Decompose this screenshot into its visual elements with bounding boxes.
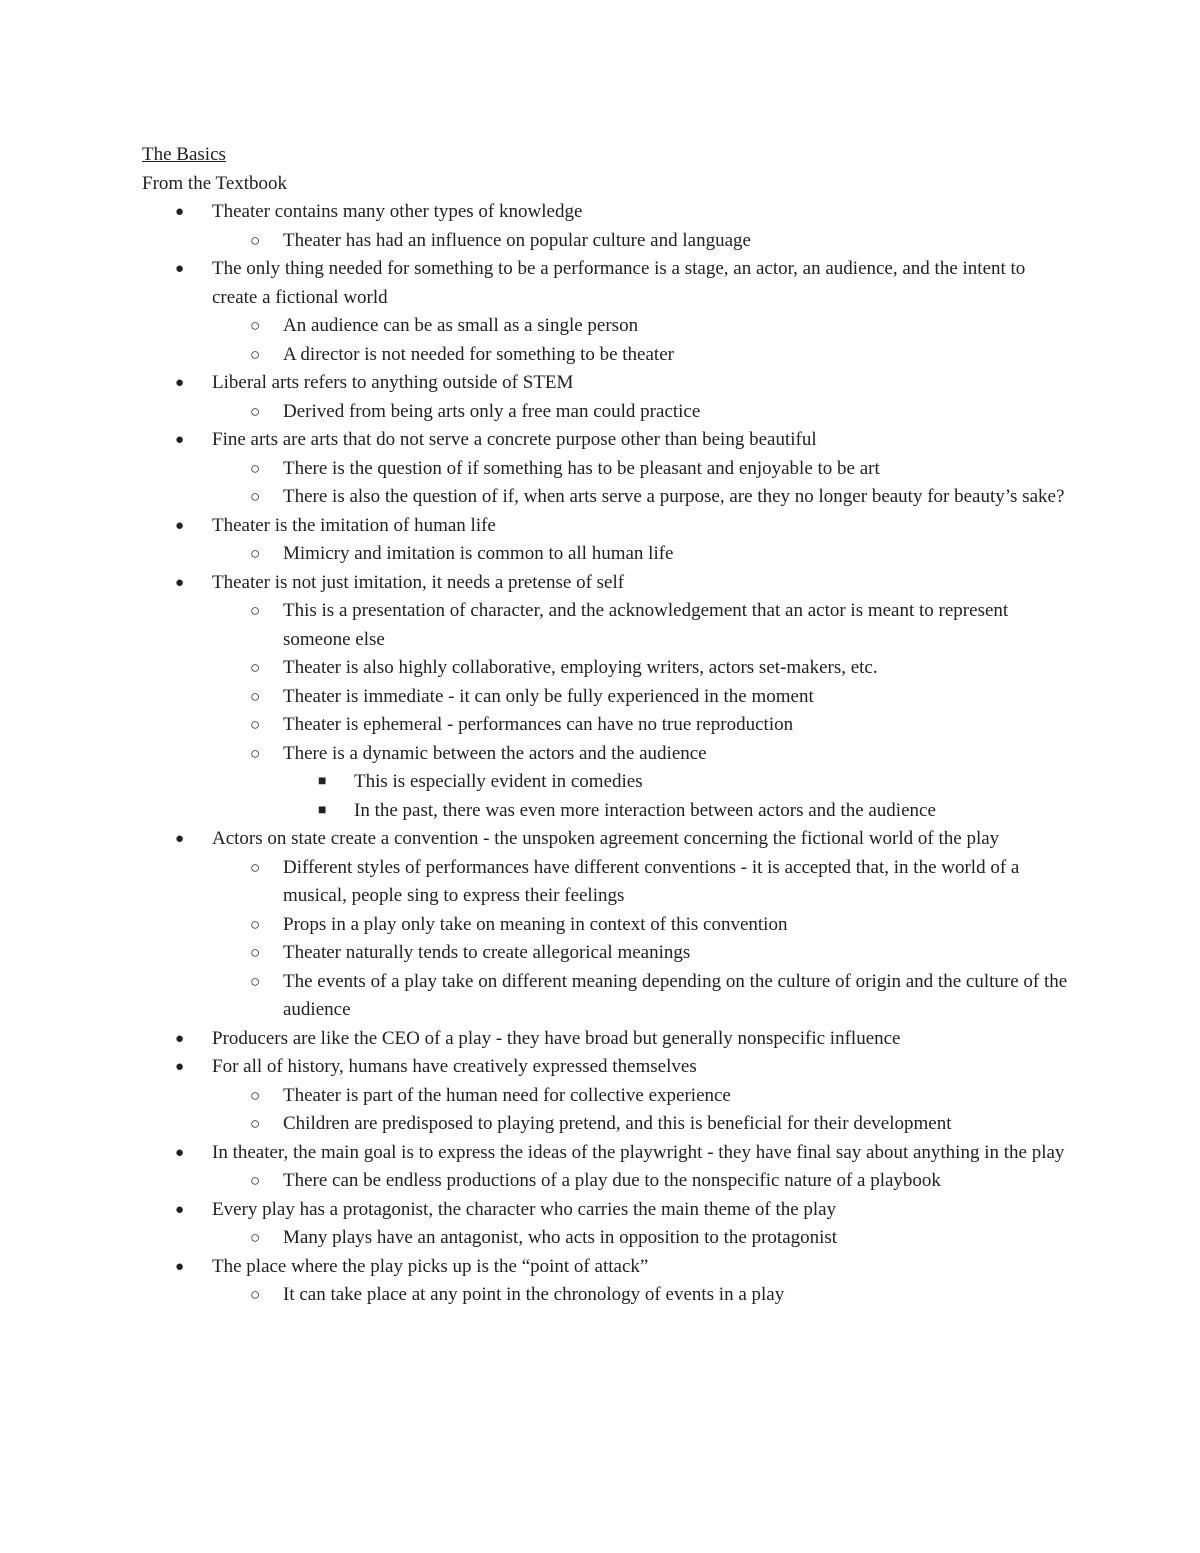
bullet-marker-icon: ○ [250, 344, 261, 364]
list-item [142, 1253, 1072, 1282]
list-item [142, 711, 1072, 740]
list-item-text: It can take place at any point in the chronology of events in a play [283, 1284, 785, 1305]
list-item [142, 740, 1072, 769]
list-item-text: Theater contains many other types of knowledge [212, 201, 583, 222]
list-item-text: Mimicry and imitation is common to all human life [283, 543, 674, 564]
list-item [142, 398, 1072, 427]
list-item-text: Every play has a protagonist, the character who carries the main theme of the play [212, 1198, 837, 1220]
list-item [142, 455, 1072, 484]
bullet-marker-icon: ○ [250, 857, 261, 877]
list-item-text: This is a presentation of character, and the acknowledgement that an actor is meant to represent someone else [283, 600, 1009, 650]
list-item-text: This is especially evident in comedies [354, 771, 643, 792]
bullet-marker-icon: ● [175, 432, 185, 448]
list-item-text: A director is not needed for something to be theater [283, 343, 674, 365]
document-body [142, 141, 1072, 1310]
list-item-text: An audience can be as small as a single person [283, 315, 639, 336]
bullet-marker-icon: ● [175, 375, 185, 391]
list-item-text: Derived from being arts only a free man could practice [283, 400, 701, 422]
list-item [142, 968, 1072, 1025]
list-item [142, 1224, 1072, 1253]
list-item-text: There is a dynamic between the actors and the audience [283, 742, 707, 764]
bullet-marker-icon: ■ [318, 802, 327, 818]
list-item [142, 1110, 1072, 1139]
bullet-marker-icon: ○ [250, 316, 261, 335]
list-item-text: Producers are like the CEO of a play - they have broad but generally nonspecific influence [212, 1027, 901, 1049]
list-item-text: Fine arts are arts that do not serve a concrete purpose other than being beautiful [212, 429, 817, 450]
list-item-text: Theater is part of the human need for collective experience [283, 1084, 731, 1106]
bullet-marker-icon: ○ [250, 401, 261, 421]
bullet-marker-icon: ● [175, 517, 185, 534]
list-item-text: Children are predisposed to playing pretend, and this is beneficial for their development [283, 1113, 952, 1134]
bullet-marker-icon: ● [175, 204, 185, 220]
list-item [142, 1082, 1072, 1111]
list-item-text: Theater naturally tends to create allegorical meanings [283, 942, 691, 963]
list-item-text: In theater, the main goal is to express the ideas of the playwright - they have final say about anything in the play [212, 1141, 1065, 1163]
bullet-marker-icon: ○ [250, 544, 261, 563]
list-item-text: For all of history, humans have creatively expressed themselves [212, 1056, 697, 1077]
list-item [142, 426, 1072, 455]
list-item-text: Props in a play only take on meaning in context of this convention [283, 913, 788, 935]
list-item-text: Theater is immediate - it can only be fully experienced in the moment [283, 685, 814, 707]
bullet-marker-icon: ○ [250, 658, 261, 677]
list-item [142, 1053, 1072, 1082]
bullet-marker-icon: ● [175, 1059, 185, 1075]
list-item [142, 854, 1072, 911]
list-item [142, 597, 1072, 654]
list-item-text: The only thing needed for something to be a performance is a stage, an actor, an audience, and the intent to create a fictional world [212, 258, 1026, 308]
list-item-text: Many plays have an antagonist, who acts in opposition to the protagonist [283, 1227, 838, 1248]
bullet-marker-icon: ● [175, 1144, 185, 1161]
list-item [142, 227, 1072, 256]
list-item-text: Theater is also highly collaborative, employing writers, actors set-makers, etc. [283, 657, 878, 678]
bullet-marker-icon: ● [175, 261, 185, 277]
list-item [142, 1281, 1072, 1310]
bullet-marker-icon: ○ [250, 1085, 261, 1105]
list-item-text: In the past, there was even more interaction between actors and the audience [354, 799, 936, 821]
bullet-marker-icon: ● [175, 831, 185, 847]
list-item-text: Actors on state create a convention - the unspoken agreement concerning the fictional world of the play [212, 828, 1000, 849]
bullet-marker-icon: ○ [250, 1114, 261, 1133]
list-item [142, 483, 1072, 512]
list-item [142, 911, 1072, 940]
bullet-marker-icon: ○ [250, 601, 261, 620]
list-item [142, 341, 1072, 370]
bullet-marker-icon: ○ [250, 1171, 261, 1190]
list-item [142, 1139, 1072, 1168]
list-item [142, 569, 1072, 598]
list-item [142, 939, 1072, 968]
bullet-list [142, 198, 1072, 1310]
list-item-text: Different styles of performances have different conventions - it is accepted that, in the world of a musical, people sing to express their feelings [283, 856, 1020, 906]
bullet-marker-icon: ○ [250, 943, 261, 962]
section-title: The Basics [142, 144, 226, 165]
list-item [142, 255, 1072, 312]
list-item-text: The place where the play picks up is the “point of attack” [212, 1255, 649, 1277]
list-item-text: There can be endless productions of a play due to the nonspecific nature of a playbook [283, 1170, 941, 1191]
bullet-marker-icon: ○ [250, 686, 261, 706]
list-item [142, 768, 1072, 797]
list-item [142, 654, 1072, 683]
bullet-marker-icon: ○ [250, 1285, 261, 1304]
list-item-text: Theater is the imitation of human life [212, 514, 496, 536]
bullet-marker-icon: ● [175, 1201, 185, 1218]
bullet-marker-icon: ○ [250, 458, 261, 478]
list-item-text: Liberal arts refers to anything outside of STEM [212, 372, 574, 393]
list-item [142, 1196, 1072, 1225]
section-subtitle: From the Textbook [142, 172, 288, 194]
list-item [142, 797, 1072, 826]
list-item-text: There is also the question of if, when arts serve a purpose, are they no longer beauty for beauty’s sake? [283, 486, 1065, 507]
bullet-marker-icon: ○ [250, 971, 261, 991]
list-item-text: Theater is not just imitation, it needs a pretense of self [212, 571, 625, 593]
list-item [142, 369, 1072, 398]
list-item [142, 512, 1072, 541]
list-item [142, 1025, 1072, 1054]
bullet-marker-icon: ■ [318, 774, 327, 789]
list-item [142, 198, 1072, 227]
list-item-text: Theater is ephemeral - performances can have no true reproduction [283, 714, 794, 735]
bullet-marker-icon: ○ [250, 743, 261, 763]
list-item [142, 683, 1072, 712]
bullet-marker-icon: ○ [250, 914, 261, 934]
list-item-text: There is the question of if something has to be pleasant and enjoyable to be art [283, 457, 880, 479]
list-item [142, 540, 1072, 569]
bullet-marker-icon: ○ [250, 1228, 261, 1247]
list-item [142, 1167, 1072, 1196]
bullet-marker-icon: ○ [250, 715, 261, 734]
bullet-marker-icon: ● [175, 1258, 185, 1275]
bullet-marker-icon: ● [175, 1030, 185, 1047]
list-item-text: Theater has had an influence on popular culture and language [283, 229, 751, 251]
list-item-text: The events of a play take on different meaning depending on the culture of origin and the culture of the audience [283, 970, 1068, 1020]
bullet-marker-icon: ○ [250, 230, 261, 250]
bullet-marker-icon: ● [175, 574, 185, 591]
list-item [142, 312, 1072, 341]
bullet-marker-icon: ○ [250, 487, 261, 506]
list-item [142, 825, 1072, 854]
